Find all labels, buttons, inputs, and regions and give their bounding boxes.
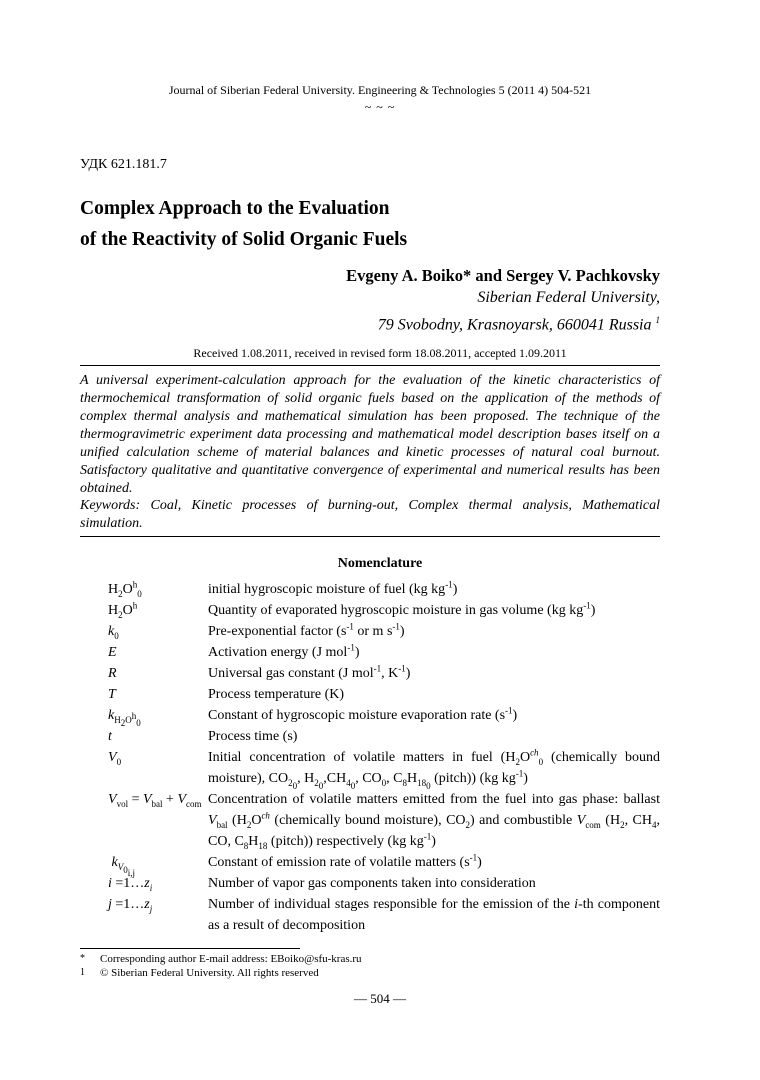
author-names: Evgeny A. Boiko* and Sergey V. Pachkovsky — [346, 266, 660, 285]
nom-definition: Initial concentration of volatile matters in fuel ($H_2O^{ch}_0$ (chemically bound moisture), $CO_{2_0}$, $H_{2_0},CH_{4_0}$, $CO_0$, $C_8H_{18_0}$ (pitch)) (kg $kg^{-1}$) — [208, 747, 661, 791]
nom-definition: Concentration of volatile matters emitted from the fuel into gas phase: ballast $V_{bal}$ ($H_2O^{ch}$ (chemically bound moisture), $CO_2$) and combustible $V_{com}$ ($H_2$, $CH_4$, CO, $C_8H_{18}$ (pitch)) respectively (kg $kg^{-1}$) — [208, 792, 660, 851]
nomenclature-row — [108, 894, 660, 936]
footnote-mark: * — [80, 953, 85, 964]
nom-symbol: t — [108, 729, 112, 744]
nomenclature-list — [108, 579, 660, 936]
paper-title — [80, 193, 680, 255]
page-number: — 504 — — [354, 991, 406, 1006]
author-block — [346, 265, 660, 336]
nom-definition: Constant of emission rate of volatile matters $(s^{-1})$ — [208, 852, 482, 870]
nomenclature-row — [108, 579, 660, 600]
udk-code: УДК 621.181.7 — [80, 157, 167, 172]
journal-header: Journal of Siberian Federal University. Engineering & Technologies 5 (2011 4) 504-521 — [168, 83, 592, 97]
footnote-mark: 1 — [80, 967, 85, 978]
footnote-copyright — [80, 966, 362, 980]
abstract-top-rule — [80, 365, 660, 366]
address — [346, 309, 660, 336]
header-ornament: ~ ~ ~ — [364, 100, 396, 114]
nom-definition: Activation energy (J mol$^{-1}$) — [208, 642, 360, 660]
nom-definition: Quantity of evaporated hygroscopic moisture in gas volume (kg $kg^{-1}$) — [208, 600, 596, 618]
title-line-2: of the Reactivity of Solid Organic Fuels — [80, 229, 408, 250]
footnote-rule — [80, 948, 300, 949]
nom-symbol: $H_2O^h_0$ — [108, 579, 142, 599]
nom-definition: Pre-exponential factor ($s^{-1}$ or m $s^{-1}$) — [208, 621, 405, 639]
nomenclature-row — [108, 600, 660, 621]
nom-symbol: R — [108, 666, 117, 681]
nomenclature-row — [108, 621, 660, 642]
nom-symbol: $i =1\dots z_i$ — [108, 876, 153, 893]
title-line-1: Complex Approach to the Evaluation — [80, 198, 390, 219]
footnote-corresponding — [80, 952, 362, 966]
address-text: 79 Svobodny, Krasnoyarsk, 660041 Russia — [377, 316, 652, 334]
nom-symbol: E — [108, 645, 117, 660]
affiliation: Siberian Federal University, — [477, 289, 660, 306]
keywords: Keywords: Coal, Kinetic processes of burning-out, Complex thermal analysis, Mathematical simulation. — [80, 498, 660, 531]
nom-definition: Constant of hygroscopic moisture evaporation rate $(s^{-1})$ — [208, 705, 518, 723]
nom-definition: Process time (s) — [208, 729, 298, 744]
nomenclature-row — [108, 663, 660, 684]
nomenclature-row — [108, 684, 660, 705]
nom-symbol: $V_0$ — [108, 750, 122, 767]
nom-symbol: $k_0$ — [108, 624, 119, 641]
nom-symbol: $H_2O^h$ — [108, 600, 138, 620]
footnote-text: Corresponding author E-mail address: EBoiko@sfu-kras.ru — [100, 953, 362, 965]
nom-definition: Universal gas constant (J mol$^{-1}$, $K^{-1}$) — [208, 663, 411, 681]
nomenclature-row — [108, 726, 660, 747]
nom-definition: Number of vapor gas components taken into consideration — [208, 876, 536, 891]
nom-symbol: $j =1\dots z_j$ — [108, 897, 153, 914]
nomenclature-row — [108, 789, 660, 852]
abstract: A universal experiment-calculation approach for the evaluation of the kinetic characteristics of thermochemical transformation of solid organic fuels based on the application of the methods of complex thermal analysis and mathematical simulation has been proposed. The technique of the thermogravimetric experiment data processing and mathematical model description bases itself on a unified calculation scheme of material balances and kinetic processes of natural coal burnout. Satisfactory qualitative and quantitative convergence of experimental and numerical results has been obtained. — [80, 373, 660, 496]
received-dates: Received 1.08.2011, received in revised form 18.08.2011, accepted 1.09.2011 — [193, 346, 567, 360]
nomenclature-row — [108, 873, 660, 894]
address-footnote-mark: 1 — [655, 315, 660, 325]
nom-definition: initial hygroscopic moisture of fuel (kg $kg^{-1}$) — [208, 579, 458, 597]
nomenclature-row — [108, 642, 660, 663]
nom-symbol: T — [108, 687, 116, 702]
nomenclature-heading: Nomenclature — [337, 556, 423, 571]
nom-symbol: $k_{H_2O^h_0}$ — [108, 708, 141, 728]
nomenclature-row — [108, 747, 660, 789]
nom-definition: Process temperature (K) — [208, 687, 345, 702]
nomenclature-row — [108, 852, 660, 878]
nom-definition: Number of individual stages responsible for the emission of the i-th component as a result of decomposition — [208, 897, 661, 933]
footnote-text: © Siberian Federal University. All rights reserved — [100, 967, 319, 979]
nom-symbol: $V_{vol} = V_{bal} + V_{com}$ — [108, 792, 202, 809]
footnotes — [80, 952, 362, 980]
abstract-bottom-rule — [80, 536, 660, 537]
nom-symbol: $k_{V_{0_{i,j}}}$ — [108, 855, 135, 878]
nomenclature-row — [108, 705, 660, 726]
